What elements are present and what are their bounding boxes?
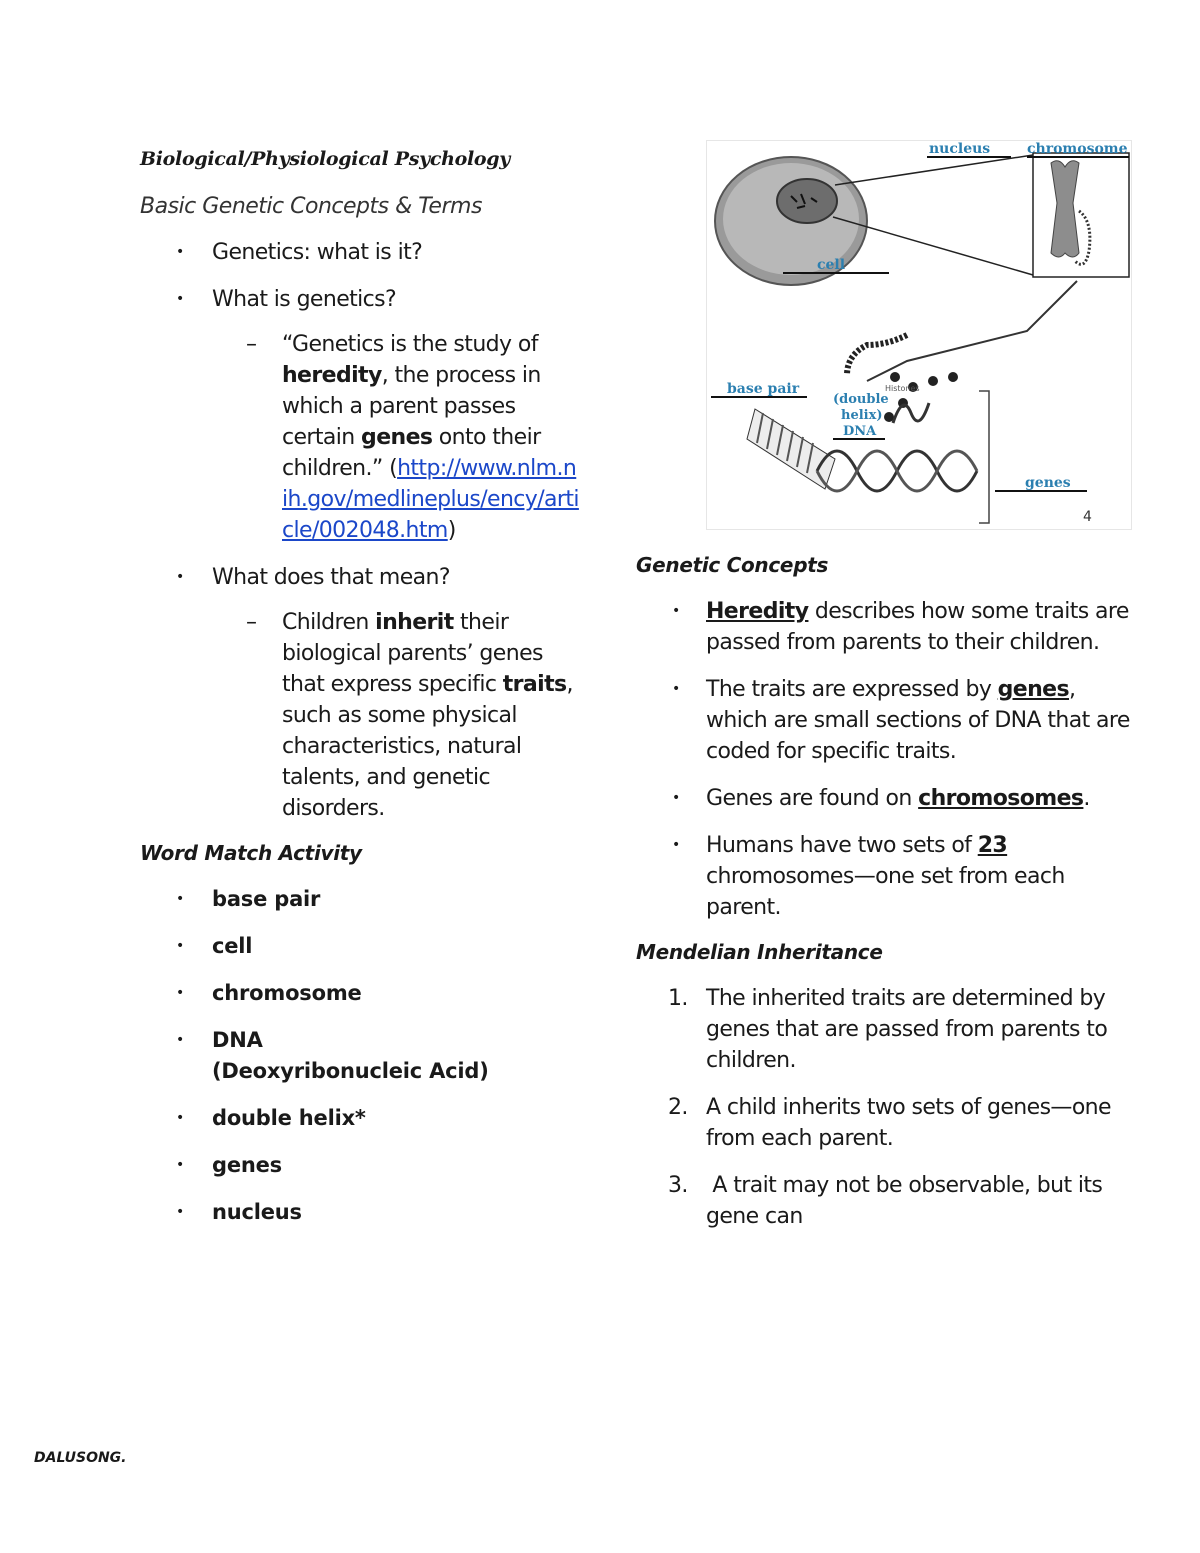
list-item: • double helix* xyxy=(140,1103,580,1134)
term-23: 23 xyxy=(977,833,1008,858)
bullet-icon: • xyxy=(176,1110,185,1126)
list-item: • chromosome xyxy=(140,978,580,1009)
list-item: • The traits are expressed by genes, which are small sections of DNA that are coded for specific traits. xyxy=(636,674,1136,767)
term-heredity: heredity xyxy=(282,363,382,388)
intro-bullet-list xyxy=(140,237,580,824)
bullet-icon: • xyxy=(672,603,680,619)
list-item: • Genes are found on chromosomes. xyxy=(636,783,1136,814)
figure-page-number: 4 xyxy=(1083,509,1092,525)
term-chromosomes: chromosomes xyxy=(918,786,1084,811)
bullet-icon: • xyxy=(176,938,185,954)
nucleus-shape xyxy=(777,179,837,223)
mendelian-list xyxy=(636,983,1136,1232)
term-genes: genes xyxy=(997,677,1070,702)
list-item: – “Genetics is the study of heredity, the process in which a parent passes certain genes onto their children.” (http://www.nlm.nih.gov/medlineplus/ency/article/002048.htm) xyxy=(140,329,580,546)
list-item: 3. A trait may not be observable, but its gene can xyxy=(668,1173,1109,1229)
list-item: • nucleus xyxy=(140,1197,580,1228)
word-match-list xyxy=(140,884,580,1228)
label-genes: genes xyxy=(1025,475,1071,491)
list-item: 2. A child inherits two sets of genes—one from each parent. xyxy=(668,1095,1111,1151)
list-item: • Genetics: what is it? xyxy=(140,237,580,268)
label-cell: cell xyxy=(817,257,846,273)
label-base-pair: base pair xyxy=(727,381,800,397)
label-histones: Histones xyxy=(885,384,920,393)
word-match-heading: Word Match Activity xyxy=(140,841,362,865)
term-genes: genes xyxy=(361,425,433,450)
genetic-concepts-heading: Genetic Concepts xyxy=(636,553,829,577)
medlineplus-link[interactable]: http://www.nlm.nih.gov/medlineplus/ency/article/002048.htm xyxy=(282,456,579,543)
mendelian-heading: Mendelian Inheritance xyxy=(636,940,883,964)
list-item: • Heredity describes how some traits are passed from parents to their children. xyxy=(636,596,1136,658)
footer-author: DALUSONG. xyxy=(34,1450,127,1466)
list-item: • base pair xyxy=(140,884,580,915)
sub-list xyxy=(140,329,580,546)
genetic-concepts-list xyxy=(636,596,1136,923)
list-item: • genes xyxy=(140,1150,580,1181)
list-item: • What is genetics? – “Genetics is the study of heredity, the process in which a parent passes certain genes onto their children.” (http://www.nlm.nih.gov/medlineplus/ency/article/002048.htm) xyxy=(140,284,580,546)
label-helix: helix) xyxy=(841,408,883,423)
bullet-icon: • xyxy=(176,244,184,260)
term-inherit: inherit xyxy=(375,610,454,635)
list-item: – Children inherit their biological parents’ genes that express specific traits, such as some physical characteristics, natural talents, and genetic disorders. xyxy=(140,607,580,824)
dash-icon: – xyxy=(246,332,257,357)
bullet-icon: • xyxy=(176,1157,185,1173)
bullet-icon: • xyxy=(176,985,185,1001)
bullet-icon: • xyxy=(672,790,680,806)
bullet-icon: • xyxy=(672,837,680,853)
document-title: Biological/Physiological Psychology xyxy=(140,148,511,170)
term-heredity: Heredity xyxy=(706,599,809,624)
label-nucleus: nucleus xyxy=(929,141,991,157)
dna-diagram xyxy=(706,140,1132,530)
label-chromosome: chromosome xyxy=(1027,141,1128,157)
list-item: • DNA (Deoxyribonucleic Acid) xyxy=(140,1025,580,1087)
sub-list xyxy=(140,607,580,824)
chromosome-box xyxy=(1033,153,1129,277)
list-item: • What does that mean? – Children inherit their biological parents’ genes that express specific traits, such as some physical characteristics, natural talents, and genetic disorders. xyxy=(140,562,580,824)
bullet-icon: • xyxy=(672,681,680,697)
list-item: • cell xyxy=(140,931,580,962)
label-dna: DNA xyxy=(843,424,877,439)
section-subtitle: Basic Genetic Concepts & Terms xyxy=(140,194,482,219)
dash-icon: – xyxy=(246,610,257,635)
dna-diagram-svg xyxy=(707,141,1131,529)
list-item: • Humans have two sets of 23 chromosomes—one set from each parent. xyxy=(636,830,1136,923)
label-double: (double xyxy=(833,392,889,407)
term-traits: traits xyxy=(502,672,567,697)
right-column xyxy=(636,140,1136,1248)
bullet-icon: • xyxy=(176,1204,185,1220)
left-column xyxy=(140,146,580,1244)
bullet-icon: • xyxy=(176,291,184,307)
bullet-icon: • xyxy=(176,891,185,907)
bullet-icon: • xyxy=(176,1032,185,1048)
bullet-icon: • xyxy=(176,569,184,585)
list-item: 1. The inherited traits are determined by genes that are passed from parents to children. xyxy=(668,986,1108,1073)
